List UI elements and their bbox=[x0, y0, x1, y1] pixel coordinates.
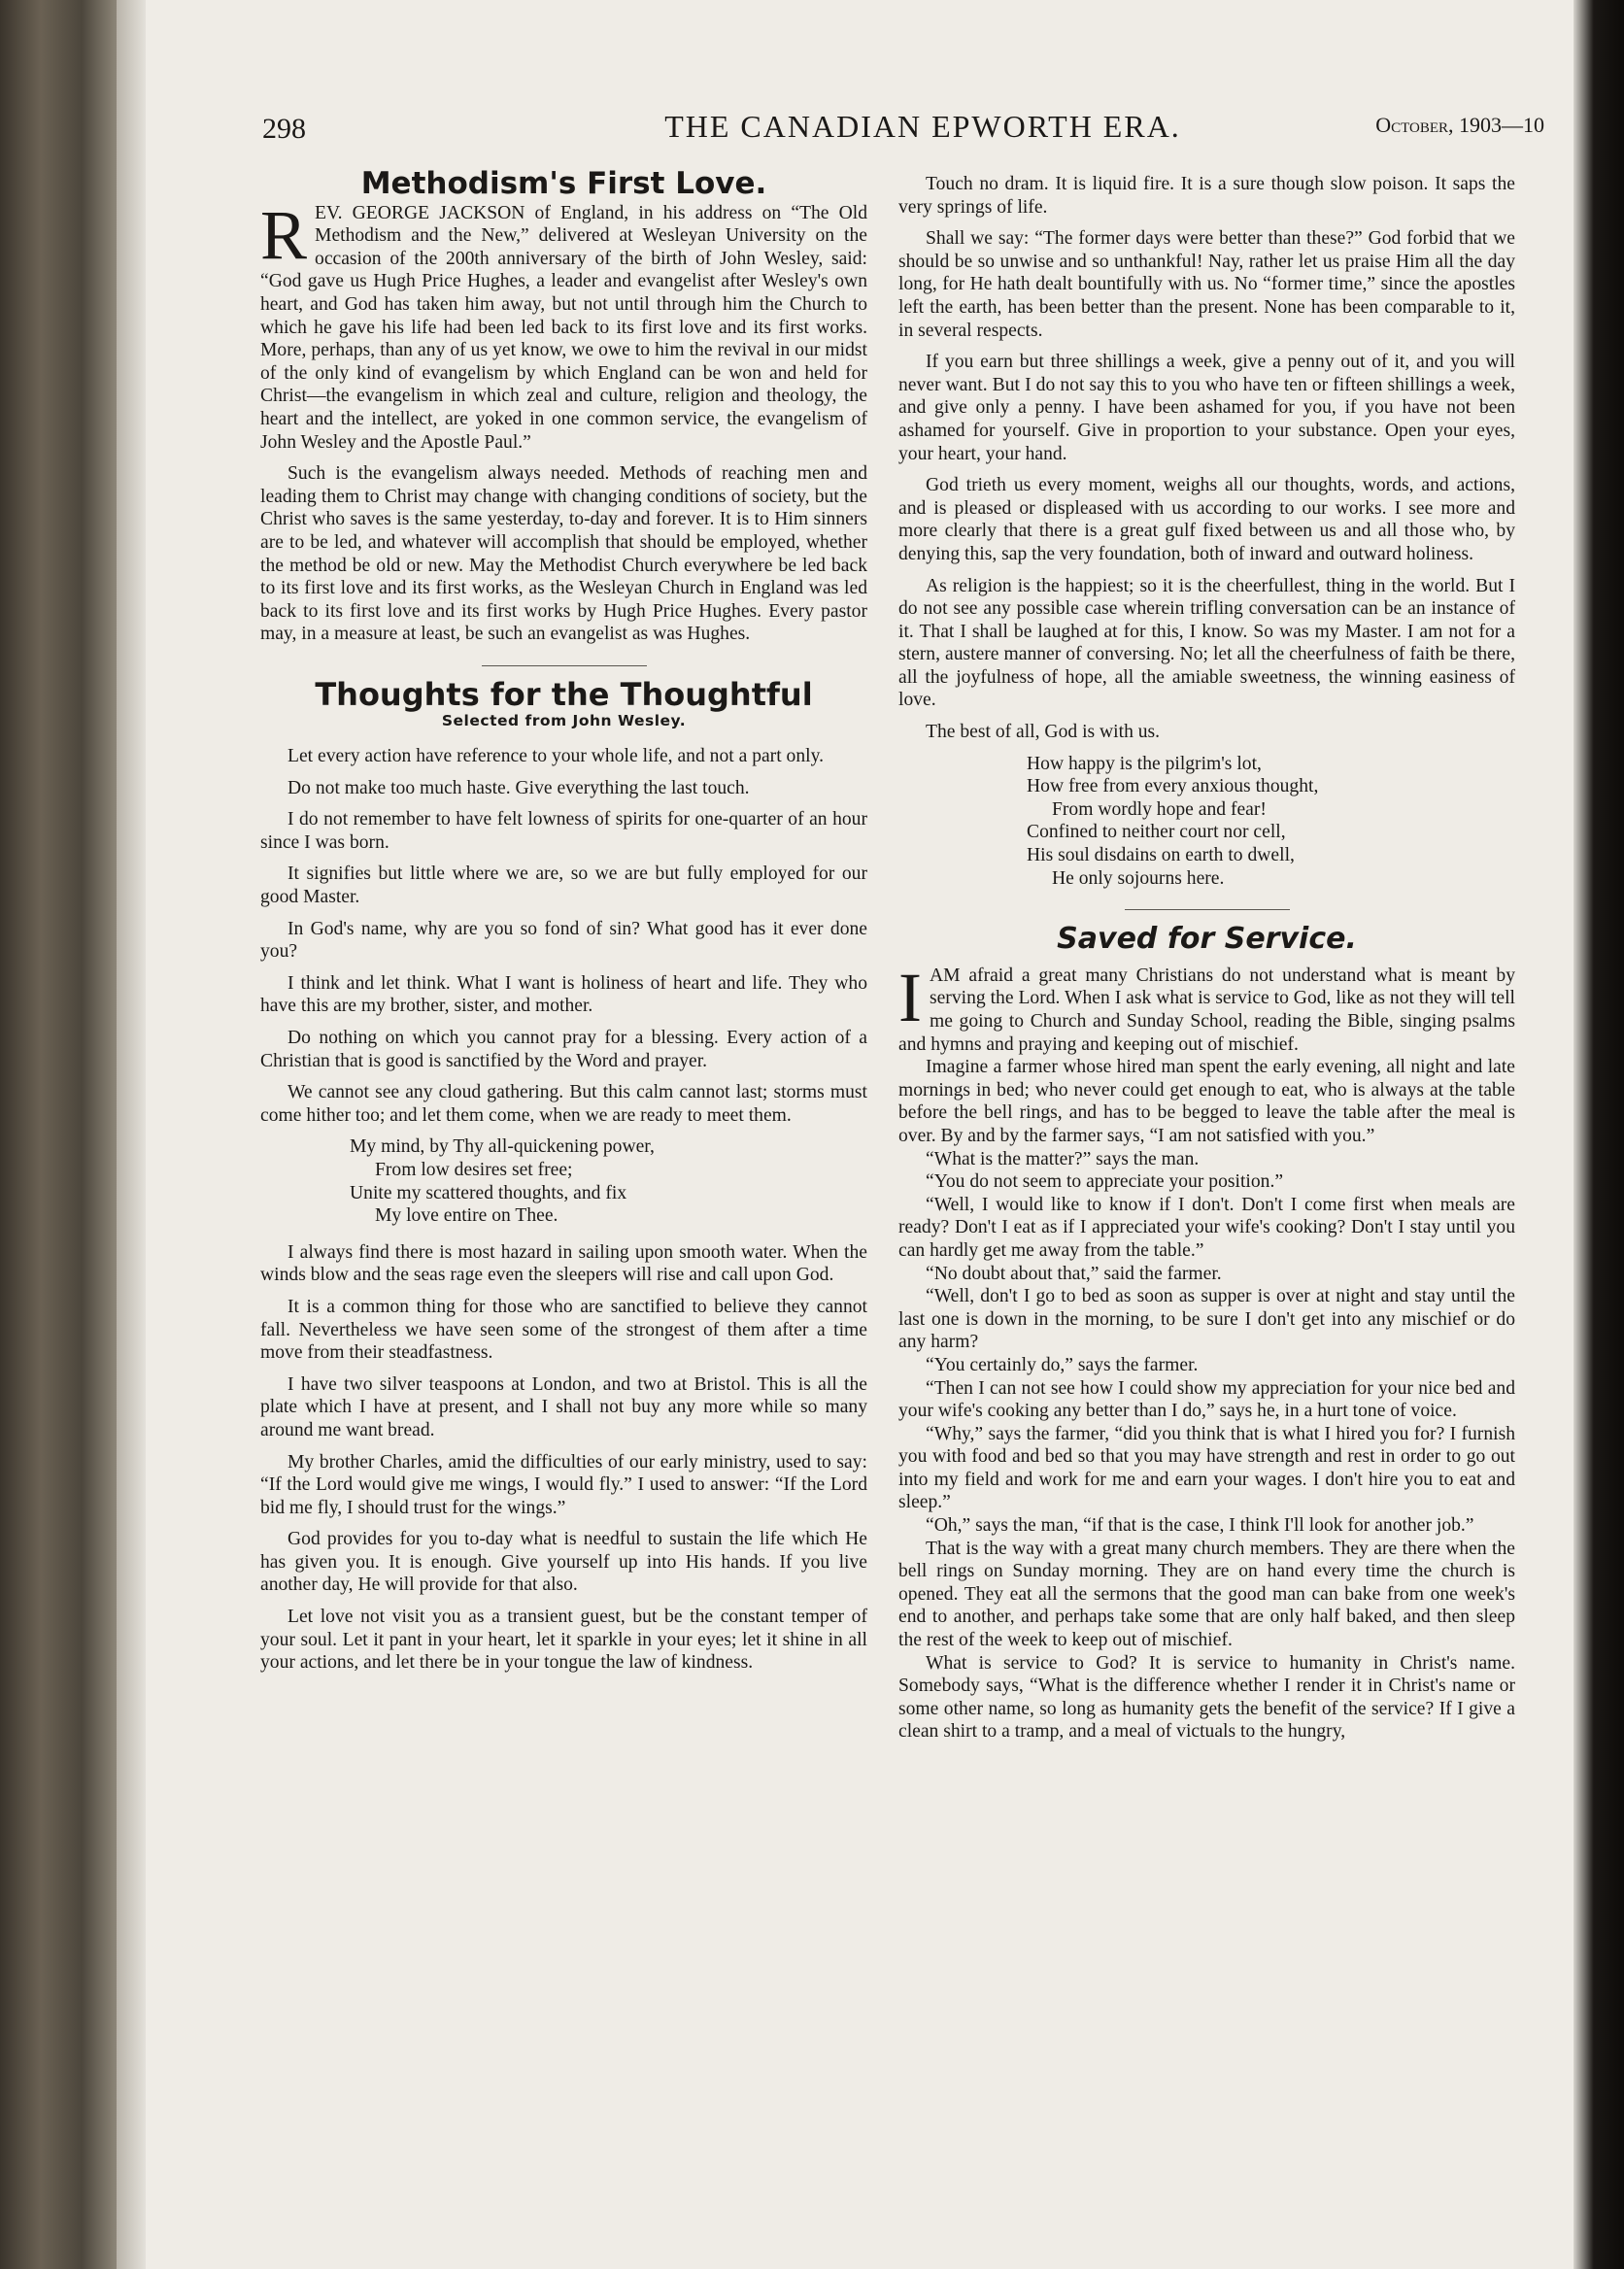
quote-paragraph: If you earn but three shillings a week, give a penny out of it, and you will never want. But I do not say this to you who have ten or fifteen shillings a week, and give only a penny. I have been ashamed for you, if you have not been ashamed for yourself. Give in proportion to your substance. Open your eyes, your heart, your hand. bbox=[898, 352, 1515, 464]
running-title: THE CANADIAN EPWORTH ERA. bbox=[664, 109, 1181, 144]
quote-paragraph: The best of all, God is with us. bbox=[926, 722, 1161, 743]
poem-line: He only sojourns here. bbox=[1052, 867, 1225, 889]
left-column bbox=[260, 166, 867, 1683]
quote-paragraph: Touch no dram. It is liquid fire. It is a sure though slow poison. It saps the very springs of life. bbox=[898, 174, 1515, 218]
poem bbox=[260, 1135, 867, 1227]
quote-paragraph: God provides for you to-day what is needful to sustain the life which He has given you. It is enough. Give yourself up into His hands. If you live another day, He will provide for that also. bbox=[260, 1529, 867, 1596]
quote-paragraph: Shall we say: “The former days were better than these?” God forbid that we should be so unwise and so unthankful! Nay, rather let us praise Him all the day long, for He hath dealt bountifully with us. No “former time,” since the apostles left the earth, has been better than the present. None has been comparable to it, in several respects. bbox=[898, 228, 1515, 341]
article-title: Thoughts for the Thoughtful bbox=[315, 675, 813, 713]
poem-line: My love entire on Thee. bbox=[375, 1205, 558, 1227]
article-title: Methodism's First Love. bbox=[360, 166, 767, 201]
quote-paragraph: I always find there is most hazard in sailing upon smooth water. When the winds blow and the seas rage even the sleepers will rise and call upon God. bbox=[260, 1241, 867, 1286]
article-paragraph: “You do not seem to appreciate your position.” bbox=[926, 1171, 1284, 1193]
article-subtitle: Selected from John Wesley. bbox=[441, 712, 687, 730]
article-paragraph: That is the way with a great many church members. They are there when the bell rings on Sunday morning. They are on hand every time the church is opened. They eat all the sermons that the good man can bake from one week's end to another, and perhaps take some that are only half baked, and then sleep the rest of the week to keep out of mischief. bbox=[898, 1538, 1515, 1651]
poem bbox=[898, 753, 1515, 891]
poem-line: From low desires set free; bbox=[375, 1159, 573, 1180]
article-paragraph: “What is the matter?” says the man. bbox=[926, 1148, 1200, 1169]
article-paragraph: “You certainly do,” says the farmer. bbox=[926, 1354, 1199, 1375]
article-paragraph: “Why,” says the farmer, “did you think that is what I hired you for? I furnish you with food and bed so that you may have strength and rest in order to go out into my field and work for me and earn your wages. I don't hire you to eat and sleep.” bbox=[898, 1423, 1515, 1513]
quote-paragraph: We cannot see any cloud gathering. But this calm cannot last; storms must come hither too; and let them come, when we are ready to meet them. bbox=[260, 1082, 867, 1126]
quote-paragraph: It is a common thing for those who are sanctified to believe they cannot fall. Nevertheless we have seen some of the strongest of them after a time move from their steadfastness. bbox=[260, 1296, 867, 1364]
article-paragraph: “Well, don't I go to bed as soon as supper is over at night and stay until the last one is down in the morning, to be sure I don't get into any mischief or do any harm? bbox=[898, 1286, 1515, 1353]
poem-line: Unite my scattered thoughts, and fix bbox=[350, 1182, 627, 1203]
quote-paragraph: I do not remember to have felt lowness of spirits for one-quarter of an hour since I was born. bbox=[260, 809, 867, 853]
quote-paragraph: Do not make too much haste. Give everything the last touch. bbox=[288, 777, 750, 798]
issue-date: October, 1903—10 bbox=[1375, 113, 1544, 137]
quote-paragraph: God trieth us every moment, weighs all our thoughts, words, and actions, and is pleased or displeased with us according to our works. I see more and more clearly that there is a great gulf fixed between us and all those who, by denying this, sap the very foundation, both of inward and outward holiness. bbox=[898, 475, 1515, 564]
quote-paragraph: Let love not visit you as a transient guest, but be the constant temper of your soul. Let it pant in your heart, let it sparkle in your eyes; let it shine in all your actions, and let there be in your tongue the law of kindness. bbox=[260, 1607, 867, 1674]
article-paragraph: Such is the evangelism always needed. Methods of reaching men and leading them to Christ may change with changing conditions of society, but the Christ who saves is the same yesterday, to-day and forever. It is to Him sinners are to be led, and whatever will accomplish that should be employed, whether the method be old or new. May the Methodist Church everywhere be led back to its first love and its first works, as the Wesleyan Church in England was led back to its first love and its first works by Hugh Price Hughes. Every pastor may, in a measure at least, be such an evangelist as was Hughes. bbox=[260, 463, 867, 645]
section-divider bbox=[1125, 909, 1290, 910]
poem-line: How free from every anxious thought, bbox=[1027, 776, 1319, 797]
poem-line: From wordly hope and fear! bbox=[1052, 798, 1267, 820]
article-paragraph: REV. GEORGE JACKSON of England, in his address on “The Old Methodism and the New,” delivered at Wesleyan University on the occasion of the 200th anniversary of the birth of John Wesley, said: “God gave us Hugh Price Hughes, a leader and evangelist after Wesley's own heart, and God has taken him away, but not until through him the Church to which he gave his life had been led back to its first love and its first works. More, perhaps, than any of us yet know, we owe to him the revival in our midst of the only kind of evangelism by which England can be won and held for Christ—the evangelism in which zeal and culture, religion and theology, the heart and the intellect, are yoked in one common service, the evangelism of John Wesley and the Apostle Paul.” bbox=[260, 195, 867, 453]
article-paragraph: “Then I can not see how I could show my appreciation for your nice bed and your wife's cooking any better than I do,” says he, in a hurt tone of voice. bbox=[898, 1377, 1515, 1422]
right-column bbox=[898, 173, 1515, 1744]
quote-paragraph: As religion is the happiest; so it is the cheerfullest, thing in the world. But I do not see any possible case wherein trifling conversation can be an instance of it. That I shall be laughed at for this, I know. So was my Master. I am not for a stern, austere manner of conversing. No; let all the cheerfulness of faith be there, all the joyfulness of hope, all the amiable sweetness, the winning easiness of love. bbox=[898, 575, 1515, 711]
book-spine bbox=[0, 0, 117, 2269]
drop-cap: I bbox=[898, 958, 922, 1036]
quote-paragraph: I have two silver teaspoons at London, and two at Bristol. This is all the plate which I have at present, and I shall not buy any more while so many around me want bread. bbox=[260, 1373, 867, 1440]
article-title: Saved for Service. bbox=[1057, 922, 1357, 957]
article-paragraph: Imagine a farmer whose hired man spent the early evening, all night and late mornings in bed; who never could get enough to eat, who is always at the table before the bell rings, and has to be begged to leave the table after the meal is over. By and by the farmer says, “I am not satisfied with you.” bbox=[898, 1057, 1515, 1146]
page-number: 298 bbox=[262, 113, 306, 145]
article-paragraph: IAM afraid a great many Christians do not understand what is meant by serving the Lord. When I ask what is service to God, like as not they will tell me going to Church and Sunday School, reading the Bible, singing psalms and hymns and praying and keeping out of mischief. bbox=[898, 958, 1515, 1055]
quote-paragraph: I think and let think. What I want is holiness of heart and life. They who have this are my brother, sister, and mother. bbox=[260, 972, 867, 1017]
poem-line: His soul disdains on earth to dwell, bbox=[1027, 845, 1295, 866]
poem-line: How happy is the pilgrim's lot, bbox=[1027, 753, 1262, 774]
drop-cap: R bbox=[260, 195, 308, 274]
running-header bbox=[262, 105, 1544, 163]
article-paragraph: “Well, I would like to know if I don't. Don't I come first when meals are ready? Don't I eat as if I appreciated your wife's cooking? Don't I stay until you can hardly get me away from the table.” bbox=[898, 1194, 1515, 1261]
poem-line: Confined to neither court nor cell, bbox=[1027, 822, 1286, 843]
article-paragraph: What is service to God? It is service to humanity in Christ's name. Somebody says, “What is the difference whether I render it in Christ's name or some other name, so long as humanity gets the benefit of the service? If I give a clean shirt to a tramp, and a meal of victuals to the hungry, bbox=[898, 1652, 1515, 1743]
quote-paragraph: Do nothing on which you cannot pray for a blessing. Every action of a Christian that is good is sanctified by the Word and prayer. bbox=[260, 1028, 867, 1071]
quote-paragraph: Let every action have reference to your whole life, and not a part only. bbox=[288, 746, 825, 767]
quote-paragraph: It signifies but little where we are, so we are but fully employed for our good Master. bbox=[260, 864, 867, 908]
poem-line: My mind, by Thy all-quickening power, bbox=[350, 1136, 655, 1158]
page bbox=[146, 0, 1573, 2269]
quote-paragraph: In God's name, why are you so fond of sin? What good has it ever done you? bbox=[260, 918, 867, 963]
page-gutter bbox=[117, 0, 146, 2269]
article-paragraph: “Oh,” says the man, “if that is the case, I think I'll look for another job.” bbox=[926, 1515, 1474, 1537]
section-divider bbox=[482, 665, 647, 666]
quote-paragraph: My brother Charles, amid the difficulties of our early ministry, used to say: “If the Lord would give me wings, I would fly.” I used to answer: “If the Lord bid me fly, I should trust for the wings.” bbox=[260, 1451, 867, 1518]
book-edge bbox=[1573, 0, 1624, 2269]
article-paragraph: “No doubt about that,” said the farmer. bbox=[926, 1263, 1222, 1284]
